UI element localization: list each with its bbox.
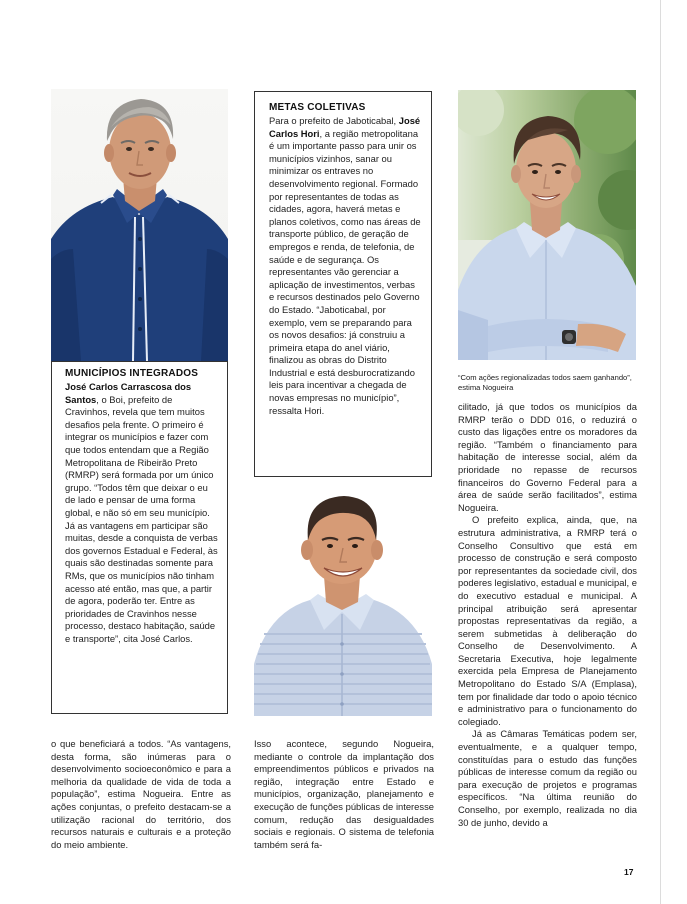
sidebar-municipios-integrados (51, 361, 228, 714)
photo-nogueira (458, 90, 636, 360)
sidebar-title: METAS COLETIVAS (269, 102, 366, 113)
photo-caption: “Com ações regionalizadas todos saem ganhando”, estima Nogueira (458, 372, 632, 392)
article-paragraph: cilitado, já que todos os municípios da RMRP terão o DDD 016, o reduzirá o custo das ligações entre os moradores da região. “Também o financiamento para habitação de interesse social, além da prioridade no repasse de recursos financeiros do Governo Federal para a área de saúde serão facilitados”, estima Nogueira. (458, 401, 637, 513)
sidebar-body (269, 115, 421, 417)
sidebar-text: , o Boi, prefeito de Cravinhos, revela que tem muitos desafios pela frente. O primeiro é integrar os municípios e fazer com que todos entendam que a Região Metropolitana de Ribeirão Preto (RMRP) será formada por um único grupo. “Todos têm que deixar o eu de lado e pensar de uma forma global, e não só em seu município. Já as vantagens em participar são muitas, desde a conquista de verbas dos governos Estadual e Federal, às quais são destinadas somente para RMs, que os municípios não tinham acesso até então, mas que, a partir de agora, poderão ter. Entre as prioridades de Cravinhos nesse processo, destaco habitação, saúde e transporte”, cita José Carlos. (65, 393, 218, 644)
photo-jose-carlos-hori (254, 484, 432, 716)
sidebar-name-lead: José Carlos Carrascosa dos Santos (65, 381, 192, 405)
page-edge-rule (660, 0, 661, 904)
photo-jose-carlos-carrascosa (51, 89, 228, 361)
article-paragraph: O prefeito explica, ainda, que, na estrutura administrativa, a RMRP terá o Conselho Consultivo que está em processo de construção e será composto por representantes da sociedade civil, dos poderes legislativo, estadual e municipal, e do executivo estadual e municipal. A principal atribuição será apresentar propostas representativas da região, a serem submetidas à deliberação do Conselho de Desenvolvimento. A Secretaria Executiva, hoje legalmente exercida pela Empresa de Planejamento Metropolitano do Estado S/A (Emplasa), tem por finalidade dar todo o apoio técnico e administrativo para o funcionamento do colegiado. (458, 514, 637, 727)
article-column-middle (254, 738, 434, 851)
article-paragraph: Isso acontece, segundo Nogueira, mediante o controle da implantação dos empreendimentos públicos e privados na região, integração entre Estado e municípios, organização, planejamento e execução de funções públicas de interesse comum, redução das desigualdades sociais e regionais. O sistema de telefonia também será fa- (254, 738, 434, 850)
sidebar-intro: Para o prefeito de Jaboticabal, (269, 115, 397, 126)
sidebar-body (65, 381, 219, 645)
sidebar-name-lead: José Carlos Hori (269, 115, 421, 139)
article-column-left (51, 738, 231, 851)
page-number: 17 (624, 867, 634, 877)
sidebar-text: , a região metropolitana é um importante passo para unir os municípios vizinhos, sanar ou minimizar os entraves no desenvolvimento regional. Formado por representantes de todas as cidades, agora, haverá metas e planos coletivos, como nas áreas de transporte público, de geração de empregos e renda, de telefonia, de saúde e de segurança. Os representantes vão gerenciar a aplicação de investimentos, verbas e recursos destinados pelo Governo do Estado. “Jaboticabal, por exemplo, vem se preparando para os novos desafios: já construiu a primeira etapa do anel viário, finalizou as obras do Distrito Industrial e está desburocratizando leis para incentivar a chegada de novas empresas no município”, ressalta Hori. (269, 127, 421, 416)
article-column-right (458, 401, 637, 829)
article-paragraph: Já as Câmaras Temáticas podem ser, eventualmente, e a qualquer tempo, constituídas para o estudo das funções públicas de interesse comum da região ou para execução de projetos e programas específicos. “Na última reunião do Conselho, por exemplo, realizada no dia 30 de junho, devido a (458, 728, 637, 828)
sidebar-title: MUNICÍPIOS INTEGRADOS (65, 368, 199, 379)
article-paragraph: o que beneficiará a todos. “As vantagens, desta forma, são inúmeras para o desenvolvimento socioeconômico e para a melhoria da qualidade de vida de toda a população”, estima Nogueira. Entre as ações conjuntas, o prefeito destacam-se a utilização racional do território, dos recursos naturais e culturais e a proteção do meio ambiente. (51, 738, 231, 850)
sidebar-metas-coletivas (254, 91, 432, 477)
